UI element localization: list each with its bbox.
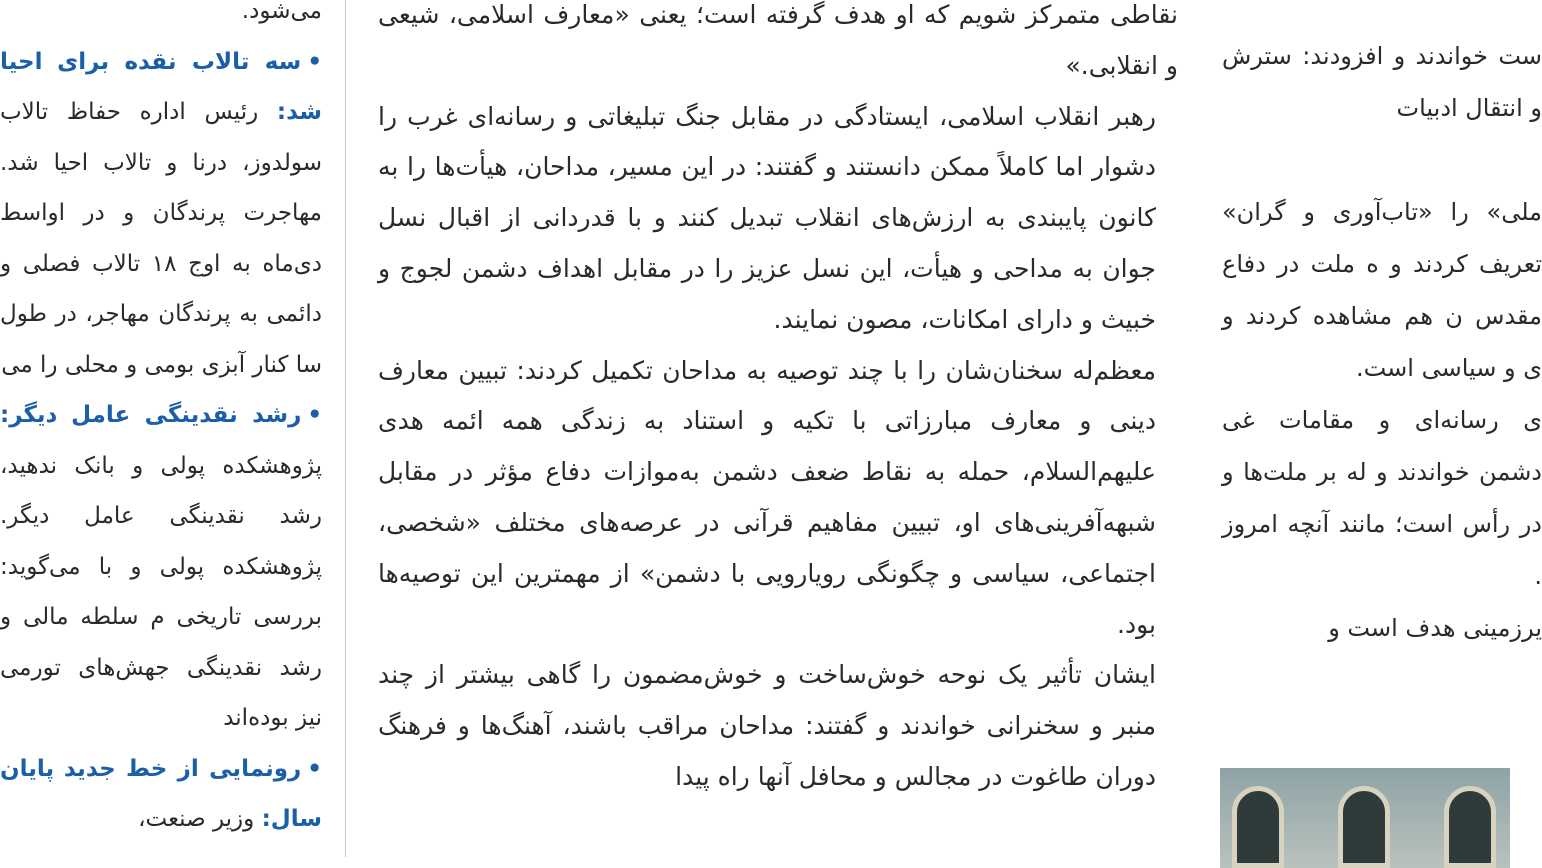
column-divider <box>345 0 346 857</box>
bullet-icon: • <box>307 755 322 782</box>
item-heading-cont: احیا شد: <box>0 48 322 125</box>
article-paragraph: نقاطی متمرکز شویم که او هدف گرفته است؛ یعنی «معارف اسلامی، شیعی و انقلابی.» <box>378 0 1178 80</box>
item-heading: سه تالاب نقده برای <box>57 48 302 75</box>
main-article-column <box>378 0 1178 857</box>
mosque-photo <box>1220 768 1510 868</box>
right-column <box>1222 30 1542 770</box>
article-paragraph: ایشان تأثیر یک نوحه خوش‌ساخت و خوش‌مضمون را گاهی بیشتر از چند منبر و سخنرانی خواندند و گفتند: مداحان مراقب باشند، آهنگ‌ها و فرهنگ دوران طاغوت در مجالس و محافل آنها راه پیدا <box>378 660 1156 791</box>
bullet-icon: • <box>307 402 323 428</box>
spacer <box>1222 134 1542 186</box>
top-fragment: می‌شود. <box>241 0 322 24</box>
arch-window <box>1444 786 1496 868</box>
article-paragraph: معظم‌له سخنان‌شان را با چند توصیه به مداحان تکمیل کردند: تبیین معارف دینی و معارف مبارزاتی با تکیه و استناد به زندگی همه ائمه هدی علیهم‌السلام، حمله به نقاط ضعف دشمن به‌موازات دفاع مؤثر در مقابل شبهه‌آفرینی‌های او، تبیین مفاهیم قرآنی در عرصه‌های مختلف «شخصی، اجتماعی، سیاسی و چگونگی رویارویی با دشمن» از مهمترین این توصیه‌ها بود. <box>378 355 1156 639</box>
news-item <box>0 37 322 391</box>
right-text-block: ست خواندند و افزودند: سترش و انتقال ادبیات <box>1222 42 1542 122</box>
news-item <box>0 744 322 845</box>
article-paragraph: رهبر انقلاب اسلامی، ایستادگی در مقابل جنگ تبلیغاتی و رسانه‌ای غرب را دشوار اما کاملاً ممکن دانستند و گفتند: در این مسیر، مداحان، هیأت‌ها را به کانون پایبندی به ارزش‌های انقلاب تبدیل کنند و با قدردانی از اقبال نسل جوان به مداحی و هیأت، این نسل عزیز را در مقابل اهداف دشمن لجوج و خبیث و دارای امکانات، مصون نمایند. <box>378 101 1156 334</box>
item-heading-cont: دیگر: <box>0 402 58 428</box>
left-column <box>0 0 322 857</box>
news-item <box>0 390 322 744</box>
item-heading-cont: پایان سال: <box>0 755 322 832</box>
bullet-icon: • <box>307 48 323 75</box>
item-text: پژوهشکده پولی و بانک ندهید، رشد نقدینگی عامل دیگر. پژوهشکده پولی و با می‌گوید: بررسی تاریخی م سلطه مالی و رشد نقدینگی جهش‌های تورمی نیز بوده‌اند <box>0 452 322 731</box>
item-heading: رشد نقدینگی عامل <box>71 402 302 428</box>
right-text-block: ملی» را «تاب‌آوری و گران» تعریف کردند و ه ملت در دفاع مقدس ن هم مشاهده کردند و ی و سیاسی است. <box>1222 198 1542 382</box>
item-text: رئیس اداره حفاظ تالاب سولدوز، درنا و تالاب احیا شد. مهاجرت پرندگان و در اواسط دی‌ماه به اوج ۱۸ تالاب فصلی و دائمی به پرندگان مهاجر، در طول سا کنار آبزی بومی و محلی را می <box>0 99 322 378</box>
arch-window <box>1232 786 1284 868</box>
item-heading: رونمایی از خط جدید <box>63 755 302 782</box>
right-text-block: یرزمینی هدف است و <box>1328 614 1542 642</box>
item-text: وزیر صنعت، <box>138 806 255 832</box>
arch-window <box>1338 786 1390 868</box>
right-text-block: ی رسانه‌ای و مقامات غی دشمن خواندند و له بر ملت‌ها و در رأس است؛ مانند آنچه امروز . <box>1222 406 1542 590</box>
